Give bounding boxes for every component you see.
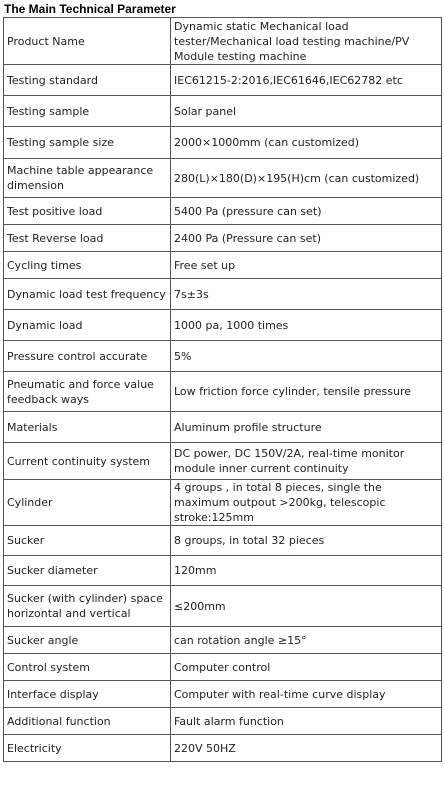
table-row xyxy=(4,372,442,412)
parameter-name-cell: Test positive load xyxy=(4,198,171,225)
parameter-value-cell: Fault alarm function xyxy=(171,708,442,735)
table-row xyxy=(4,225,442,252)
parameter-value-cell: Low friction force cylinder, tensile pressure xyxy=(171,372,442,412)
parameter-name-cell: Cycling times xyxy=(4,252,171,279)
table-row xyxy=(4,65,442,96)
parameter-name-cell: Sucker angle xyxy=(4,627,171,654)
table-row xyxy=(4,586,442,627)
parameter-value-cell: Solar panel xyxy=(171,96,442,127)
table-row xyxy=(4,96,442,127)
parameter-name-cell: Cylinder xyxy=(4,480,171,526)
table-row xyxy=(4,252,442,279)
table-row xyxy=(4,526,442,556)
parameter-value-cell: 120mm xyxy=(171,556,442,586)
table-row xyxy=(4,681,442,708)
parameter-name-cell: Testing sample xyxy=(4,96,171,127)
parameter-name-cell: Electricity xyxy=(4,735,171,762)
parameter-name-cell: Control system xyxy=(4,654,171,681)
parameter-value-cell: Computer with real-time curve display xyxy=(171,681,442,708)
table-row xyxy=(4,412,442,443)
table-row xyxy=(4,310,442,341)
table-row xyxy=(4,627,442,654)
table-row xyxy=(4,159,442,198)
parameter-name-cell: Materials xyxy=(4,412,171,443)
table-row xyxy=(4,198,442,225)
parameter-value-cell: 7s±3s xyxy=(171,279,442,310)
table-row xyxy=(4,735,442,762)
table-row xyxy=(4,127,442,159)
parameter-value-cell: 8 groups, in total 32 pieces xyxy=(171,526,442,556)
parameter-value-cell: Dynamic static Mechanical load tester/Mechanical load testing machine/PV Module testing machine xyxy=(171,18,442,65)
parameter-value-cell: 5400 Pa (pressure can set) xyxy=(171,198,442,225)
parameter-value-cell: 220V 50HZ xyxy=(171,735,442,762)
table-row xyxy=(4,443,442,480)
parameter-value-cell: Free set up xyxy=(171,252,442,279)
parameter-name-cell: Product Name xyxy=(4,18,171,65)
table-row xyxy=(4,708,442,735)
parameter-value-cell: 5% xyxy=(171,341,442,372)
parameter-value-cell: IEC61215-2:2016,IEC61646,IEC62782 etc xyxy=(171,65,442,96)
table-title: The Main Technical Parameter xyxy=(4,2,176,16)
parameter-value-cell: 2000×1000mm (can customized) xyxy=(171,127,442,159)
parameter-name-cell: Sucker diameter xyxy=(4,556,171,586)
parameter-value-cell: 2400 Pa (Pressure can set) xyxy=(171,225,442,252)
parameter-value-cell: DC power, DC 150V/2A, real-time monitor module inner current continuity xyxy=(171,443,442,480)
table-row xyxy=(4,480,442,526)
parameter-value-cell: Aluminum profile structure xyxy=(171,412,442,443)
parameter-name-cell: Current continuity system xyxy=(4,443,171,480)
parameter-value-cell: 280(L)×180(D)×195(H)cm (can customized) xyxy=(171,159,442,198)
parameter-name-cell: Test Reverse load xyxy=(4,225,171,252)
parameter-name-cell: Sucker (with cylinder) space horizontal and vertical xyxy=(4,586,171,627)
parameter-value-cell: 1000 pa, 1000 times xyxy=(171,310,442,341)
parameter-name-cell: Dynamic load xyxy=(4,310,171,341)
parameter-name-cell: Testing sample size xyxy=(4,127,171,159)
parameter-name-cell: Dynamic load test frequency xyxy=(4,279,171,310)
parameter-name-cell: Sucker xyxy=(4,526,171,556)
table-row xyxy=(4,654,442,681)
table-row xyxy=(4,18,442,65)
parameter-table xyxy=(3,17,442,762)
parameter-name-cell: Additional function xyxy=(4,708,171,735)
parameter-value-cell: 4 groups , in total 8 pieces, single the maximum outpout >200kg, telescopic stroke:125mm xyxy=(171,480,442,526)
table-row xyxy=(4,341,442,372)
parameter-value-cell: ≤200mm xyxy=(171,586,442,627)
parameter-name-cell: Machine table appearance dimension xyxy=(4,159,171,198)
parameter-name-cell: Pneumatic and force value feedback ways xyxy=(4,372,171,412)
parameter-name-cell: Interface display xyxy=(4,681,171,708)
table-row xyxy=(4,556,442,586)
parameter-name-cell: Testing standard xyxy=(4,65,171,96)
parameter-value-cell: can rotation angle ≥15° xyxy=(171,627,442,654)
parameter-value-cell: Computer control xyxy=(171,654,442,681)
parameter-name-cell: Pressure control accurate xyxy=(4,341,171,372)
table-row xyxy=(4,279,442,310)
